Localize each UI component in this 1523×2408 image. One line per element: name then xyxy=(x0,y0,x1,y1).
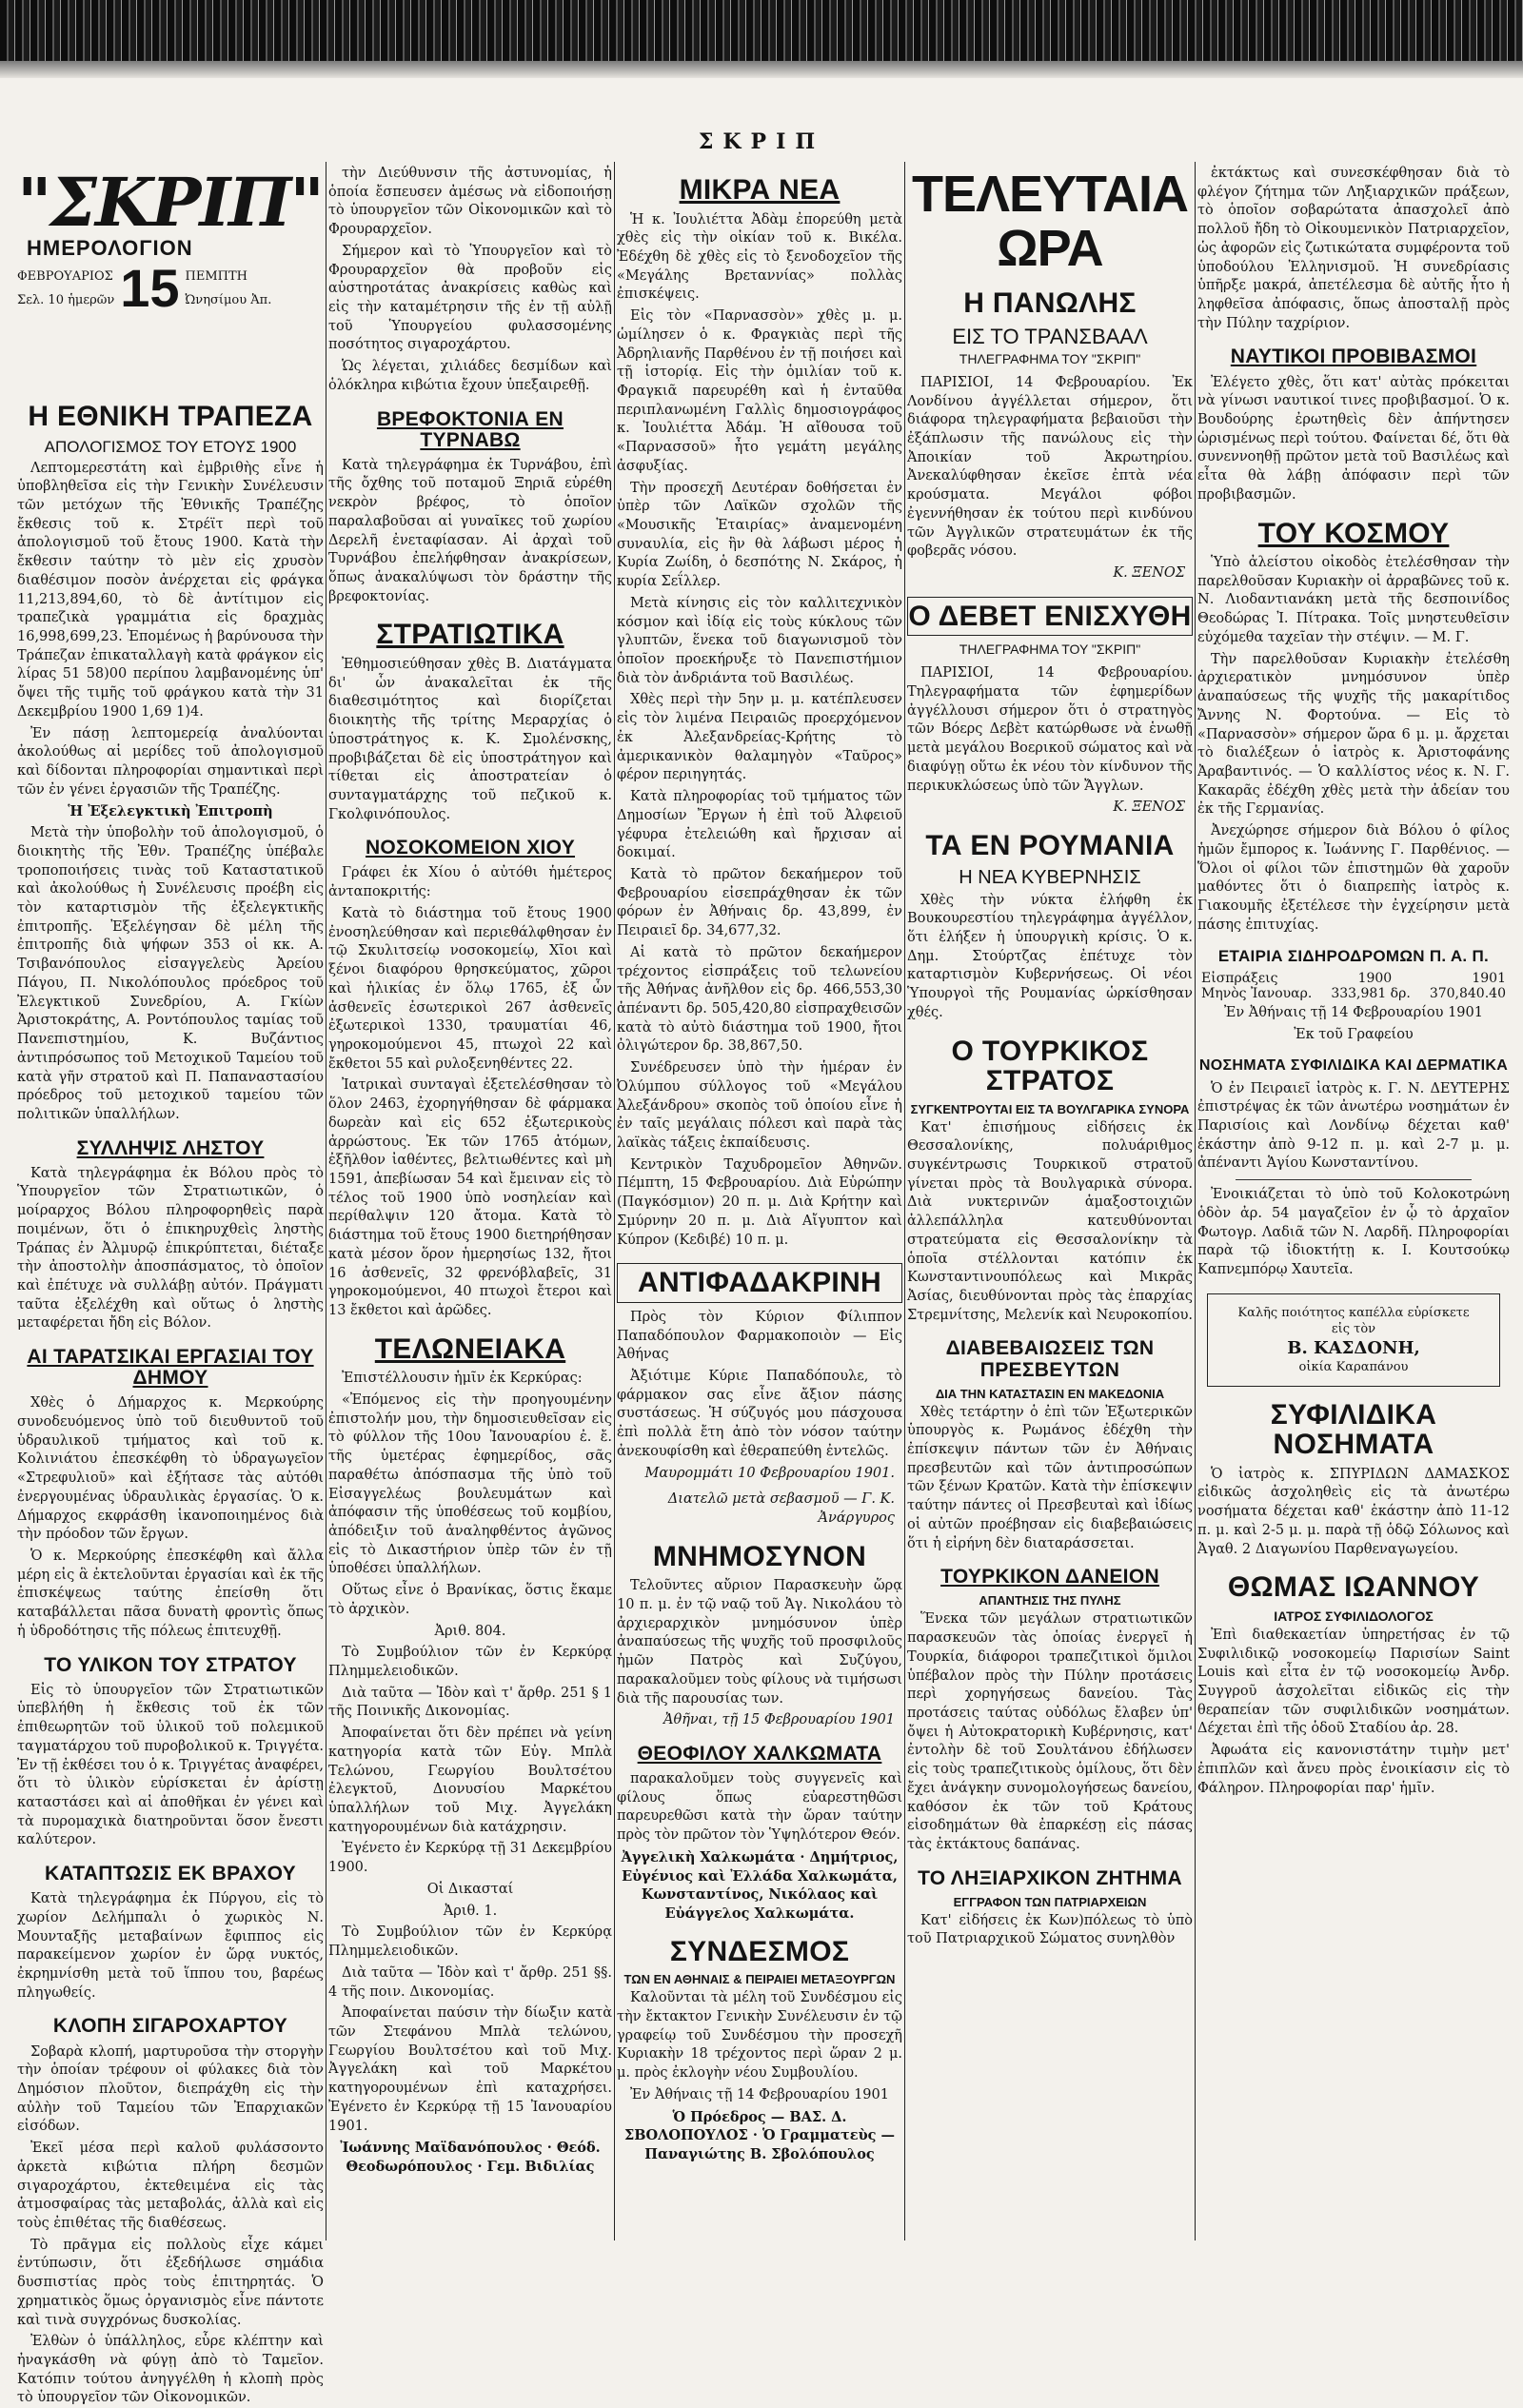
article-paragraph: Ἀξιότιμε Κύριε Παπαδόπουλε, τὸ φάρμακον σας εἶνε ἄξιον πάσης συστάσεως. Ἡ σύζυγός μου πάσχουσα ἐπὶ πολλὰ ἔτη ἀπὸ τὸν νόσον ταύτην ἀνεκουφίσθη καὶ ἐθεραπεύθη ἐντελῶς. xyxy=(617,1368,902,1459)
subhead-romania: Η ΝΕΑ ΚΥΒΕΡΝΗΣΙΣ xyxy=(959,866,1141,888)
article-paragraph: Πρὸς τὸν Κύριον Φίλιππον Παπαδόπουλον Φαρμακοποιὸν — Εἰς Ἀθήνας xyxy=(617,1309,902,1363)
month: ΦΕΒΡΟΥΑΡΙΟΣ xyxy=(17,269,113,284)
article-paragraph: Ὑπὸ ἀλείστου οἰκοδὸς ἐτελέσθησαν τὴν παρελθοῦσαν Κυριακὴν οἱ ἀρραβῶνες τοῦ κ. Ν. Λιοδαντιανάκη μετὰ τῆς δεσποινίδος Θεοδώρας Ἰ. Πίτρακα. Τοῖς μνηστευθεῖσιν εὐχόμεθα ταχεῖαν τὴν στέψιν. — Μ. Γ. xyxy=(1197,555,1510,645)
article-paragraph: Κεντρικὸν Ταχυδρομεῖον Ἀθηνῶν. Πέμπτη, 15 Φεβρουαρίου. Διὰ Εὐρώπην (Παγκόσμιον) 20 π. μ. Διὰ Κρήτην καὶ Σμύρνην 20 π. μ. Διὰ Αἴγυπτον καὶ Κύπρον (Κεδιβέ) 10 π. μ. xyxy=(617,1156,902,1248)
article-lead: Ἡ Ἐξελεγκτικὴ Ἐπιτροπὴ xyxy=(68,803,273,820)
article-paragraph: παρακαλοῦμεν τοὺς συγγενεῖς καὶ φίλους ὅπως εὐαρεστηθῶσι παρευρεθῶσι κατὰ τὴν ὥραν ταύτην πρὸς τὸν πρῶτον τὸν Ὑψηλότερον Θεόν. xyxy=(617,1771,902,1844)
headline-dewet: Ο ΔΕΒΕΤ ΕΝΙΣΧΥΘΗ xyxy=(907,597,1193,637)
railway-data-row xyxy=(1197,986,1510,1001)
article-paragraph: Κατὰ πληροφορίας τοῦ τμήματος τῶν Δημοσίων Ἔργων ἡ ἐπὶ τοῦ Ἀλφειοῦ γέφυρα ἐτελειώθη καὶ ἤρχισαν αἱ δοκιμαί. xyxy=(617,789,902,861)
headline-customs: ΤΕΛΩΝΕΙΑΚΑ xyxy=(374,1332,566,1365)
headline-registry-issue: ΤΟ ΛΗΞΙΑΡΧΙΚΟΝ ΖΗΤΗΜΑ xyxy=(918,1866,1182,1889)
headline-last-hour: ΤΕΛΕΥΤΑΙΑ ΩΡΑ xyxy=(911,166,1189,277)
article-paragraph: Ἰατρικαὶ συνταγαὶ ἐξετελέσθησαν τὸ ὅλον 2463, ἐχορηγήθησαν δὲ φάρμακα δωρεὰν καὶ εἰς 652 ἐξωτερικοὺς ἀρρώστους. Ἐκ τῶν 1765 ἀτόμων, ἐξῆλθον ἰαθέντες, βελτιωθέντες καὶ μὴ 1591, ἀπεβίωσαν 54 καὶ ἔμειναν εἰς τὸ τέλος τοῦ 1900 ὑπὸ νοσηλείαν καὶ περίθαλψιν 120 ἄτομα. Κατὰ τὸ διάστημα τοῦ ἔτους 1900 διετηρήθησαν κατὰ μέσον ὅρον ἡμερησίως 132, ἤτοι 16 ἀσθενεῖς, 32 φρενόβλαβεῖς, 31 γηροκομούμενοι, 40 πτωχοὶ ἔτεροι καὶ 13 ἔκθετοι καὶ ἀρῶδες. xyxy=(328,1077,612,1319)
weekday: ΠΕΜΠΤΗ xyxy=(185,269,248,284)
article-paragraph: Εἰς τὸ ὑπουργεῖον τῶν Στρατιωτικῶν ὑπεβλήθη ἡ ἔκθεσις τοῦ ἐκ τῶν ἐπιθεωρητῶν τοῦ ὑλικοῦ τοῦ πολεμικοῦ ταγματάρχου τοῦ πυροβολικοῦ κ. Τριγγέτα. Ἐν τῇ ἐκθέσει του ὁ κ. Τριγγέτας ἀναφέρει, ὅτι τὸ ὑλικὸν εὑρίσκεται ἐν ἀρίστῃ καταστάσει καὶ αἱ ἀποθῆκαι ἐν γένει καὶ τὰ πυρομαχικὰ διατηροῦνται ὅσον ἔνεστι καλύτερον. xyxy=(17,1682,324,1848)
article-paragraph: Τὸ πρᾶγμα εἰς πολλοὺς εἶχε κάμει ἐντύπωσιν, ὅτι ἐξεδήλωσε σημάδια δυσπιστίας πρὸς τοὺς ἐπιτηρητάς. Ὁ χρηματικὸς ὅμως ὀργανισμὸς εἶνε πάντοτε καὶ τινὰ συγχρόνως δυσκολίας. xyxy=(17,2237,324,2328)
article-paragraph: Σοβαρὰ κλοπή, μαρτυροῦσα τὴν στοργὴν τὴν ὁποίαν τρέφουν οἱ φύλακες διὰ τὸν Δημόσιον πλοῦτον, διεπράχθη εἰς τὴν αὐλὴν τοῦ Ταμείου τῶν Ἐπαρχιακῶν εἰσόδων. xyxy=(17,2043,324,2135)
ad-line: εἰς τὸν xyxy=(1331,1321,1376,1336)
article-paragraph: Τὴν παρελθοῦσαν Κυριακὴν ἐτελέσθη ἀρχιερατικὸν μνημόσυνον ὑπὲρ ἀναπαύσεως τῆς ψυχῆς τῆς μακαρίτιδος Ἄννης Ν. Φορτούνα. — Εἰς τὸ «Παρνασσὸν» σήμερον ὥρα 6 μ. μ. ἄρχεται τὸ διαλέξεων ὁ ἰατρὸς κ. Ἀριστοφάνης Ἀραβαντινός. — Ὁ καλλίστος νέος κ. Ν. Γ. Κακαρᾶς ἐδέχθη χθὲς μετὰ τὴν ἀδείαν του ἐκ τῆς Γερμανίας. xyxy=(1197,651,1510,818)
article-paragraph: Ἀφωάτα εἰς κανονιστάτην τιμὴν μετ' ἐπιπλῶν καὶ ἄνευ πρὸς ἐνοικίασιν εἰς τὸ Φάληρον. Πληροφορίαι παρ' ἡμῖν. xyxy=(1197,1743,1510,1796)
headline-syphilis-derm: ΝΟΣΗΜΑΤΑ ΣΥΦΙΛΙΔΙΚΑ ΚΑΙ ΔΕΡΜΑΤΙΚΑ xyxy=(1198,1056,1509,1074)
headline-syndesmos: ΣΥΝΔΕΣΜΟΣ xyxy=(669,1935,850,1967)
article-paragraph: Ἐπιστέλλουσιν ἡμῖν ἐκ Κερκύρας: xyxy=(342,1371,583,1387)
subhead-registry-issue: ΕΓΓΡΑΦΟΝ ΤΩΝ ΠΑΤΡΙΑΡΧΕΙΩΝ xyxy=(953,1894,1147,1909)
article-paragraph: τὴν Διεύθυνσιν τῆς ἀστυνομίας, ἡ ὁποία ἔσπευσεν ἀμέσως νὰ εἰδοποιήσῃ τὸ ὑπουργεῖον τῶν Οἰκονομικῶν καὶ τὸ Φρουραρχεῖον. xyxy=(328,166,612,238)
headline-naval-promotions: ΝΑΥΤΙΚΟΙ ΠΡΟΒΙΒΑΣΜΟΙ xyxy=(1230,345,1477,368)
newspaper-title: "ΣΚΡΙΠ" xyxy=(17,163,323,242)
article-paragraph: Τελοῦντες αὔριον Παρασκευὴν ὥρᾳ 10 π. μ. ἐν τῷ ναῷ τοῦ Ἁγ. Νικολάου τὸ ἀρχιεραρχικὸν μνημόσυνον ὑπὲρ ἀναπαύσεως τῆς ψυχῆς τοῦ προσφιλοῦς ἡμῶν Πατρὸς καὶ Συζύγου, παρακαλοῦμεν τοὺς φίλους νὰ τιμήσωσι διὰ τῆς παρουσίας των. xyxy=(617,1578,902,1707)
article-paragraph: ἐκτάκτως καὶ συνεσκέφθησαν διὰ τὸ φλέγον ζήτημα τῶν Ληξιαρχικῶν πράξεων, τὸ ὁποῖον σοβαρώτατα ἀπασχολεῖ ἀπὸ πολλοῦ ἤδη τὸ Οἰκουμενικὸν Πατριαρχεῖον, ὡς ἀφορῶν εἰς ζωτικώτατα συμφέροντα τοῦ ὑποδούλου Ἑλληνισμοῦ. Ἡ συνεδρίασις ὑπῆρξε μακρά, ἀπετέλεσμα δὲ αὐτῆς ἦτο ἡ ληφθεῖσα ἀπόφασις, ὅπως ἀποσταλῇ πρὸς τὴν Πύλην ταχρίριον. xyxy=(1197,166,1510,331)
headline-envoys: ΔΙΑΒΕΒΑΙΩΣΕΙΣ ΤΩΝ ΠΡΕΣΒΕΥΤΩΝ xyxy=(945,1337,1155,1381)
headline-romania: ΤΑ ΕΝ ΡΟΥΜΑΝΙΑ xyxy=(925,830,1175,862)
article-paragraph: Ὡς λέγεται, χιλιάδες δεσμίδων καὶ ὁλόκληρα κιβώτια ἔχουν ὑπεξαιρεθῇ. xyxy=(328,359,612,393)
scan-edge-shadow xyxy=(0,61,1523,78)
article-paragraph: Τὸ Συμβούλιον τῶν ἐν Κερκύρᾳ Πλημμελειοδικῶν. xyxy=(328,1645,612,1680)
column-2 xyxy=(328,162,612,2240)
article-paragraph: Κατὰ τὸ διάστημα τοῦ ἔτους 1900 ἐνοσηλεύθησαν καὶ περιεθάλφθησαν ἐν τῷ Σκυλιτσείῳ νοσοκομείῳ, Χῖοι καὶ ξένοι διαφόρου θρησκεύματος, χῶροι καὶ ἡλικίας ἐν ὅλῳ 1765, ἐξ ὧν ἀσθενεῖς ἐσωτερικοὶ 267 ἀσθενεῖς ἐξωτερικοὶ 1330, τραυματίαι 46, γηροκομούμενοι 45, πτωχοὶ 22 καὶ ἔκθετοι 55 καὶ ρυλοξενηθέντες 22. xyxy=(328,905,612,1072)
article-paragraph: «Ἐπόμενος εἰς τὴν προηγουμένην ἐπιστολήν μου, τὴν δημοσιευθεῖσαν εἰς τὸ φύλλον τῆς 10ου Ἰανουαρίου ἐ. ἔ. τῆς ὑμετέρας ἐφημερίδος, σᾶς παραθέτω ἀπόσπασμα τῆς ὑπὸ τοῦ Εἰσαγγελέως βουλευμάτων καὶ ἀπόφασιν τῆς ὑποθέσεως τοῦ κομβίου, ἀπόδειξιν τοῦ ἀναληφθέντος ἀγῶνος εἰς τὸ Δικαστήριον ὑπὲρ τῶν ἐν τῇ ὑποθέσει ὑπαλλήλων. xyxy=(328,1392,612,1577)
article-paragraph: Μετὰ τὴν ὑποβολὴν τοῦ ἀπολογισμοῦ, ὁ διοικητὴς τῆς Ἐθν. Τραπέζης ὑπέβαλε τροποποιήσεις τινὰς τοῦ Καταστατικοῦ καὶ ἀκολούθως ἡ Συνέλευσις προέβη εἰς τὸν καταρτισμὸν τῆς ἐξελεγκτικῆς ἐπιτροπῆς. Ἐξελέγησαν δὲ μέλη τῆς ἐπιτροπῆς διὰ ψήφων 353 οἱ κκ. Α. Τσιβανόπουλος εἰσαγγελεὺς Ἀρείου Πάγου, Π. Νικολόπουλος πρόεδρος τοῦ Ἐλεγκτικοῦ Συνεδρίου, Α. Γκίὼν Ἀριστοκράτης, Α. Ροντόπουλος ταμίας τοῦ Πανεπιστημίου, Κ. Βυζάντιος ἀντιπρόσωπος τοῦ Μετοχικοῦ Ταμείου τοῦ κατὰ γῆν στρατοῦ καὶ Π. Παπαναστασίου πρόεδρος τοῦ μετοχικοῦ ταμείου τῶν πολιτικῶν ὑπαλλήλων. xyxy=(17,825,324,1122)
article-paragraph: Κατὰ τηλεγράφημα ἐκ Βόλου πρὸς τὸ Ὑπουργεῖον τῶν Στρατιωτικῶν, ὁ μοίραρχος Βόλου πληροφορηθεὶς παρὰ ποιμένων, ὅτι ὁ ἐπικηρυχθεὶς ληστὴς Τράπας ἐν Ἀλμυρῷ ἐπικρύπτεται, διέταξε τὴν ἀποστολὴν ἀποσπάσματος, τὸ ὁποῖον καὶ ἐπέτυχε νὰ συλλάβῃ αὐτόν. Πράγματι ταῦτα ἐξελέχθη καὶ οὕτως ὁ ληστὴς μεταφέρεται ἤδη εἰς Βόλον. xyxy=(17,1165,324,1332)
headline-plague: Η ΠΑΝΩΛΗΣ xyxy=(963,287,1137,320)
signatures: Ἀγγελικὴ Χαλκωμάτα · Δημήτριος, Εὐγένιος καὶ Ἐλλάδα Χαλκωμάτα, Κωνσταντίνος, Νικόλαος καὶ Εὐάγγελος Χαλκωμάτα. xyxy=(621,1848,899,1923)
headline-minor-news: ΜΙΚΡΑ ΝΕΑ xyxy=(679,174,841,206)
article-paragraph: Ἐλθὼν ὁ ὑπάλληλος, εὗρε κλέπτην καὶ ἠναγκάσθη νὰ φύγῃ ἀπὸ τὸ Ταμεῖον. Κατόπιν τούτου ἀνηγγέλθη ἡ κλοπὴ πρὸς τὸ ὑπουργεῖον τῶν Οἰκονομικῶν. xyxy=(17,2334,324,2406)
column-1 xyxy=(17,162,324,2406)
headline-turkish-army: Ο ΤΟΥΡΚΙΚΟΣ ΣΤΡΑΤΟΣ xyxy=(951,1035,1149,1097)
subhead-turkish-army: ΣΥΓΚΕΝΤΡΟΥΤΑΙ ΕΙΣ ΤΑ ΒΟΥΛΓΑΡΙΚΑ ΣΥΝΟΡΑ xyxy=(910,1101,1190,1116)
article-paragraph: Διὰ ταῦτα — Ἰδὸν καὶ τ' ἄρθρ. 251 § 1 τῆς Ποινικῆς Δικονομίας. xyxy=(328,1685,612,1720)
article-paragraph: Χθὲς περὶ τὴν 5ην μ. μ. κατέπλευσεν εἰς τὸν λιμένα Πειραιῶς προερχόμενον ἐκ Ἀλεξανδρείας-Κρήτης τὸ ἀμερικανικὸν θαλαμηγὸν «Ταῦρος» φέρον περιηγητάς. xyxy=(617,692,902,783)
article-paragraph: Ἀνεχώρησε σήμερον διὰ Βόλου ὁ φίλος ἡμῶν ἔμπορος κ. Ἰωάννης Γ. Παρθένιος. — Ὅλοι οἱ φίλοι τῶν ἐπιστημῶν θὰ χαροῦν μαθόντες ὅτι ὁ διαπρεπὴς ἰατρὸς κ. Γιακουμῆς ἐξετέλεσε τὴν ἐγχείρησιν μετὰ πάσης ἐπιτυχίας. xyxy=(1197,823,1510,933)
article-paragraph: Μετὰ κίνησις εἰς τὸν καλλιτεχνικὸν κόσμον καὶ ἰδίᾳ εἰς τοὺς κύκλους τῶν γλυπτῶν, ἕνεκα τοῦ διαγωνισμοῦ τὸν ὁποῖον προεκήρυξε τὸ Πανεπιστήμιον διὰ τὸν ἀνδριάντα τοῦ Βασιλέως. xyxy=(617,595,902,686)
article-paragraph: ΠΑΡΙΣΙΟΙ, 14 Φεβρουαρίου. Ἐκ Λονδίνου ἀγγέλλεται σήμερον, ὅτι διάφορα τηλεγραφήματα βεβαιοῦσι τὴν ἐξάπλωσιν τῆς πανώλους εἰς τὴν Ἀποικίαν τοῦ Ἀκρωτηρίου. Ἀνεκαλύφθησαν ἐκεῖσε ἐπτὰ νέα κρούσματα. Μεγάλοι φόβοι ἐγεννήθησαν ἐκ τούτου περὶ κινδύνου τῶν Ἀγγλικῶν στρατευμάτων ἐκ τῆς φοβερᾶς νόσου. xyxy=(907,374,1193,560)
article-paragraph: Κατὰ τηλεγράφημα ἐκ Τυρνάβου, ἐπὶ τῆς ὄχθης τοῦ ποταμοῦ Ξηριᾶ εὑρέθη νεκρὸν βρέφος, τὸ ὁποῖον παραλαβοῦσαι αἱ γυναῖκες τοῦ χωρίου Δερελῆ ἐνεταφίασαν. Αἱ ἀρχαὶ τοῦ Τυρνάβου ἐπελήφθησαν ἀνακρίσεων, ὅπως ἀνακαλύψωσι τὸν δράστην τῆς βρεφοκτονίας. xyxy=(328,457,612,604)
article-paragraph: ΠΑΡΙΣΙΟΙ, 14 Φεβρουαρίου. Τηλεγραφήματα τῶν ἐφημερίδων ἀγγέλλουσι σήμερον ὅτι ὁ στρατηγὸς τῶν Βόερς Δεβὲτ κατώρθωσε νὰ ἑνωθῇ μετὰ μεγάλου Βοερικοῦ σώματος καὶ νὰ διαφύγῃ οὕτω ἐκ νέου τὸν κίνδυνον τῆς περικυκλώσεως ὑπὸ τῶν Ἄγγλων. xyxy=(907,665,1193,794)
railway-header-row xyxy=(1197,971,1510,986)
article-paragraph: Χθὲς τετάρτην ὁ ἐπὶ τῶν Ἐξωτερικῶν ὑπουργὸς κ. Ρωμάνος ἐδέχθη τὴν ἐπίσκεψιν πάντων τῶν ἐν Ἀθήναις πρεσβευτῶν καὶ τῶν ἀντιπροσώπων τῶν ξένων Κρατῶν. Κατὰ τὴν ἐπίσκεψιν ταύτην πάντες οἱ Πρεσβευταὶ καὶ ἰδίως οἱ αὐτῶν προέβησαν εἰς διαβεβαιώσεις ὅτι ἡ εἰρήνη δὲν διαταράσσεται. xyxy=(907,1404,1193,1551)
column-3 xyxy=(617,162,902,2240)
headline-chios-hospital: ΝΟΣΟΚΟΜΕΙΟΝ ΧΙΟΥ xyxy=(365,837,576,859)
railway-date: Ἐν Ἀθήναις τῇ 14 Φεβρουαρίου 1901 xyxy=(1224,1005,1483,1021)
article-paragraph: Ἀποφαίνεται παύσιν τὴν δίωξιν κατὰ τῶν Στεφάνου Μπλὰ τελώνου, Γεωργίου Βουλτσέτου καὶ τοῦ Μιχ. Ἀγγελάκη καὶ τοῦ Μαρκέτου κατηγορουμένων ἐπὶ καταχρήσει. Ἐγένετο ἐν Κερκύρᾳ τῇ 15 Ἰανουαρίου 1901. xyxy=(328,2005,612,2134)
article-paragraph: Κατὰ τὸ πρῶτον δεκαήμερον τοῦ Φεβρουαρίου εἰσεπράχθησαν ἐκ τῶν φόρων ἐν Ἀθήναις δρ. 43,899, ἐν Πειραιεῖ δρ. 34,677,32. xyxy=(617,866,902,939)
column-rule xyxy=(1195,162,1196,2240)
article-paragraph: Λεπτομερεστάτη καὶ ἐμβριθὴς εἶνε ἡ ὑποβληθεῖσα εἰς τὴν Γενικὴν Συνέλευσιν τῶν μετόχων τῆς Ἐθνικῆς Τραπέζης ἔκθεσις τοῦ κ. Στρέϊτ περὶ τοῦ ἀπολογισμοῦ τοῦ ἔτους 1900. Κατὰ τὴν ἔκθεσιν ταύτην τὸ μὲν εἰς χρυσὸν διαθέσιμον ποσὸν ἀνέρχεται εἰς φράγκα 11,213,894,60, τὸ δὲ ἀντίτιμον εἰς τραπεζικὰ γραμμάτια εἰς δραχμὰς 16,998,699,23. Ἐπομένως ἡ βαρύνουσα τὴν Τράπεζαν ἐπικαταλλαγὴ κατὰ φράγκον εἰς λίρας 51 58)00 περίπου λαμβανομένης ὑπ' ὄψει τῆς τιμῆς τοῦ φράγκου κατὰ τὴν 31 Δεκεμβρίου 1900 1,69 1)4. xyxy=(17,460,324,720)
article-paragraph: Συνέδρευσεν ὑπὸ τὴν ἡμέραν ἐν Ὀλύμπου σύλλογος τοῦ «Μεγάλου Ἀλεξάνδρου» σκοπὸς τοῦ ὁποίου εἶνε ἡ ἐν ταῖς μεγάλαις πόλεσι καὶ παρὰ τὰς λαϊκὰς τάξεις ἐκπαίδευσις. xyxy=(617,1060,902,1151)
headline-antifadakrini: ΑΝΤΙΦΑΔΑΚΡΙΝΗ xyxy=(617,1263,902,1303)
column-4 xyxy=(907,162,1193,2240)
headline-bandit-arrest: ΣΥΛΛΗΨΙΣ ΛΗΣΤΟΥ xyxy=(76,1136,265,1159)
telegram-label: ΤΗΛΕΓΡΑΦΗΜΑ ΤΟΥ "ΣΚΡΙΠ" xyxy=(959,350,1141,366)
column-rule xyxy=(614,162,615,2240)
headline-municipal-works: ΑΙ ΤΑΡΑΤΣΙΚΑΙ ΕΡΓΑΣΙΑΙ ΤΟΥ ΔΗΜΟΥ xyxy=(27,1346,314,1390)
article-paragraph: Οὕτως εἶνε ὁ Βρανίκας, ὅστις ἔκαμε τὸ ἀρχικὸν. xyxy=(328,1583,612,1617)
article-paragraph: Κατ' ἐπισήμους εἰδήσεις ἐκ Θεσσαλονίκης, πολυάριθμος συγκέντρωσις Τουρκικοῦ στρατοῦ γίνεται πρὸς τὰ Βουλγαρικὰ σύνορα. Διὰ νυκτερινῶν ἁμαξοστοιχιῶν ἀλλεπάλληλα κατευθύνονται στρατεύματα εἰς Θεσσαλονίκην τὰ ὁποῖα στέλλονται κατόπιν ἐκ Κωνσταντινουπόλεως καὶ Μικρᾶς Ἀσίας, διευθύνονται πρὸς τὰς ἐπαρχίας Στρεμνίτσης, Μελενίκ καὶ Νευροκοπίου. xyxy=(907,1119,1193,1323)
article-paragraph: Ἀποφαίνεται ὅτι δὲν πρέπει νὰ γείνη κατηγορία κατὰ τῶν Εὐγ. Μπλὰ Τελώνου, Γεωργίου Βουλτσέτου ἐλεγκτοῦ, Διονυσίου Μαρκέτου ὑπαλλήλων τοῦ Μιχ. Ἀγγελάκη κατηγορουμένων διὰ κατάχρησιν. xyxy=(328,1726,612,1835)
article-paragraph: Τὴν προσεχῆ Δευτέραν δοθήσεται ἐν ὑπὲρ τῶν Λαϊκῶν σχολῶν τῆς «Μουσικῆς Ἑταιρίας» ἀναμενομένη συναυλία, εἰς ἣν θὰ λάβωσι μέρος ἡ Κυρία Ζωίδη, ὁ δεσπότης Ν. Σκάρος, ἡ κυρία Σεΐλλερ. xyxy=(617,480,902,590)
running-head: ΣΚΡΙΠ xyxy=(698,129,825,154)
byline: Κ. ΞΕΝΟΣ xyxy=(1113,799,1185,816)
headline-ioannou: ΘΩΜΑΣ ΙΩΑΝΝΟΥ xyxy=(1227,1571,1480,1604)
saint-day: Ὠνησίμου Ἀπ. xyxy=(185,293,272,307)
headline-turkish-loan: ΤΟΥΡΚΙΚΟΝ ΔΑΝΕΙΟΝ xyxy=(940,1566,1159,1589)
ad-shop-name: Β. ΚΑΣΔΟΝΗ, xyxy=(1287,1337,1420,1358)
headline-military: ΣΤΡΑΤΙΩΤΙΚΑ xyxy=(376,619,564,651)
railway-value-1900: 333,981 δρ. xyxy=(1331,986,1411,1002)
telegram-label: ΤΗΛΕΓΡΑΦΗΜΑ ΤΟΥ "ΣΚΡΙΠ" xyxy=(959,641,1141,658)
letter-date: Μαυρομμάτι 10 Φεβρουαρίου 1901. xyxy=(644,1465,895,1481)
article-paragraph: Σήμερον καὶ τὸ Ὑπουργεῖον καὶ τὸ Φρουραρχεῖον θὰ προβοῦν εἰς αὐστηροτάτας ἀνακρίσεις καθὼς καὶ εἰς τὴν καταμέτρησιν τῆς ἐν τῇ αὐλῇ τοῦ Ὑπουργείου φυλασσομένης ποσότητος σιγαροχάρτου. xyxy=(328,243,612,353)
scan-edge-band xyxy=(0,0,1523,61)
article-paragraph: Αἱ κατὰ τὸ πρῶτον δεκαήμερον τρέχοντος εἰσπράξεις τοῦ τελωνείου τῆς Ἀθήνας ἀνῆλθον εἰς δρ. 466,553,30 ἀπέναντι δρ. 505,420,80 εἰσπραχθεισῶν κατὰ τὸ αὐτὸ διάστημα τοῦ 1900, ἤτοι ὀλιγώτερον δρ. 38,867,50. xyxy=(617,944,902,1055)
article-paragraph: Ἐνοικιάζεται τὸ ὑπὸ τοῦ Κολοκοτρώνη ὁδὸν ἀρ. 54 μαγαζεῖον ἐν ᾧ τὸ ἀρχαῖον Φωτογρ. Λαδιᾶ τῶν Ν. Λαρδῆ. Πληροφορίαι παρὰ τῷ ἰδιοκτήτῃ κ. Ι. Κουτσούκῳ Καπνεμπόρῳ Χαυτεῖα. xyxy=(1197,1187,1510,1277)
article-paragraph: Ἕνεκα τῶν μεγάλων στρατιωτικῶν παρασκευῶν τὰς ὁποίας ἐνεργεῖ ἡ Τουρκία, διάφοροι τραπεζιτικοὶ ὅμιλοι ὑπέβαλον πρὸς τὴν Πύλην προτάσεις περὶ χορηγήσεως δανείου. Τὰς προτάσεις ταύτας οὐδόλως ἔλαβεν ὑπ' ὄψει ἡ Αὐτοκρατορικὴ Κυβέρνησις, κατ' ἐντολὴν δὲ τοῦ Σουλτάνου ἐδήλωσεν εἰς τοὺς τραπεζιτικοὺς ὁμίλους, ὅτι δὲν ἔχει ἀνάγκην συνομολογήσεως δανείου, καθόσον ἐκ τῶν τοῦ Κράτους εἰσοδημάτων θὰ ἐπαρκέσῃ εἰς πάσας τὰς ἐκτάκτους δαπάνας. xyxy=(907,1611,1193,1852)
byline: Κ. ΞΕΝΟΣ xyxy=(1113,565,1185,582)
subhead-plague: ΕΙΣ ΤΟ ΤΡΑΝΣΒΑΑΛ xyxy=(952,324,1148,348)
dateline xyxy=(17,258,324,318)
article-paragraph: Ἐγένετο ἐν Κερκύρᾳ τῇ 31 Δεκεμβρίου 1900. xyxy=(328,1841,612,1876)
masthead xyxy=(17,163,324,388)
notice-date: Ἐν Ἀθήναις τῇ 14 Φεβρουαρίου 1901 xyxy=(630,2086,889,2102)
headline-memorial: ΜΝΗΜΟΣΥΝΟΝ xyxy=(652,1540,867,1572)
headline-syphilis: ΣΥΦΙΛΙΔΙΚΑ ΝΟΣΗΜΑΤΑ xyxy=(1270,1398,1437,1461)
railway-value-1901: 370,840.40 xyxy=(1429,986,1506,1002)
calendar-label: ΗΜΕΡΟΛΟΓΙΟΝ xyxy=(27,236,193,260)
headline-infanticide: ΒΡΕΦΟΚΤΟΝΙΑ ΕΝ ΤΥΡΝΑΒΩ xyxy=(376,407,564,451)
railway-year-1: 1900 xyxy=(1357,971,1393,987)
judges-label: Οἱ Δικασταί xyxy=(426,1881,514,1897)
railway-month-label: Μηνὸς Ἰανουαρ. xyxy=(1201,986,1313,1002)
letter-signature: Διατελῶ μετὰ σεβασμοῦ — Γ. Κ. Ἀνάργυρος xyxy=(667,1491,895,1526)
article-paragraph: Ὁ ἰατρὸς κ. ΣΠΥΡΙΔΩΝ ΔΑΜΑΣΚΟΣ εἰδικῶς ἀσχοληθεὶς εἰς τὰ ἀνωτέρω νοσήματα δέχεται καθ' ἑκάστην ἀπὸ 11-12 π. μ. καὶ 2-5 μ. μ. παρὰ τῇ ὁδῷ Σόλωνος καὶ Ἀγαθ. 2 Διαγωνίου Παρθεναγωγείου. xyxy=(1197,1466,1510,1557)
article-paragraph: Ἐν πάσῃ λεπτομερείᾳ ἀναλύονται ἀκολούθως αἱ μερίδες τοῦ ἀπολογισμοῦ καὶ δίδονται πληροφορίαι σημαντικαὶ περὶ τῶν ἐν γένει ἐργασιῶν τῆς Τραπέζης. xyxy=(17,725,324,798)
article-paragraph: Ὁ κ. Μερκούρης ἐπεσκέφθη καὶ ἄλλα μέρη εἰς ἃ ἐκτελοῦνται ἐργασίαι καὶ ἐκ τῆς ἐπισκέψεως ταύτης ἐπείσθη ὅτι καταβάλλεται πᾶσα δυνατὴ φροντὶς ὅπως ἡ ὑδροδότησις τῆς πόλεως ἐπιτευχθῇ. xyxy=(17,1549,324,1639)
headline-theophilou: ΘΕΟΦΙΛΟΥ ΧΑΛΚΩΜΑΤΑ xyxy=(637,1742,882,1765)
railway-receipts-label: Εἰσπράξεις xyxy=(1201,971,1278,987)
article-paragraph: Ἐκεῖ μέσα περὶ καλοῦ φυλάσσοντο ἀρκετὰ κιβώτια πλήρη δεσμῶν σιγαροχάρτου, ἐκτεθειμένα εἰς τὰς ἀτμοσφαίρας τὰς μεταβολάς, ἀλλὰ καὶ εἰς τοὺς ἐπιθέτας τῆς διαθέσεως. xyxy=(17,2141,324,2231)
subhead-national-bank: ΑΠΟΛΟΓΙΣΜΟΣ ΤΟΥ ΕΤΟΥΣ 1900 xyxy=(44,437,297,456)
headline-paper-theft: ΚΛΟΠΗ ΣΙΓΑΡΟΧΑΡΤΟΥ xyxy=(52,2015,288,2038)
hat-shop-advertisement xyxy=(1207,1293,1500,1387)
article-paragraph: Χθὲς τὴν νύκτα ἐλήφθη ἐκ Βουκουρεστίου τηλεγράφημα ἀγγέλλον, ὅτι ἐλήξεν ἡ ὑπουργικὴ κρίσις. Ὁ κ. Δημ. Στούρτζας ἐπέτυχε τὸν καταρτισμὸν Κυβερνήσεως. Οἱ νέοι Ὑπουργοὶ τῆς Ρουμανίας ὡρκίσθησαν χθές. xyxy=(907,892,1193,1020)
article-paragraph: Καλοῦνται τὰ μέλη τοῦ Συνδέσμου εἰς τὴν ἔκτακτον Γενικὴν Συνέλευσιν ἐν τῷ γραφείῳ τοῦ Συνδέσμου τὴν προσεχῆ Κυριακὴν 18 τρέχοντος περὶ ὥραν 2 μ. μ. πρὸς ἐκλογὴν νέου Συμβουλίου. xyxy=(617,1990,902,2082)
ad-line: οἰκία Καραπάνου xyxy=(1298,1359,1409,1374)
article-paragraph: Κατ' εἰδήσεις ἐκ Κων)πόλεως τὸ ὑπὸ τοῦ Πατριαρχικοῦ Σώματος συνηλθὸν xyxy=(907,1912,1193,1947)
signatures: Ὁ Πρόεδρος — ΒΑΣ. Δ. ΣΒΟΛΟΠΟΥΛΟΣ · Ὁ Γραμματεὺς — Παναγιώτης Β. Σβολόπουλος xyxy=(623,2108,896,2163)
reference-number: Ἀριθ. 804. xyxy=(434,1623,506,1639)
article-paragraph: Ἐθημοσιεύθησαν χθὲς Β. Διατάγματα δι' ὧν ἀνακαλεῖται ἐκ τῆς διαθεσιμότητος καὶ διορίζεται διοικητὴς τῆς τρίτης Μεραρχίας ὁ ὑποστράτηγος κ. Κ. Σμολένσκης, προβιβάζεται δὲ εἰς ὑποστράτηγον καὶ τίθεται εἰς ἀποστρατείαν ὁ συνταγματάρχης τοῦ πεζικοῦ κ. Γκολφινόπουλος. xyxy=(328,656,612,822)
headline-railway: ΕΤΑΙΡΙΑ ΣΙΔΗΡΟΔΡΟΜΩΝ Π. Α. Π. xyxy=(1217,947,1490,966)
article-paragraph: Ὁ ἐν Πειραιεῖ ἰατρὸς κ. Γ. Ν. ΔΕΥΤΕΡΗΣ ἐπιστρέψας ἐκ τῶν ἀνωτέρω νοσημάτων ἐν Παρισίοις καὶ Λονδίνῳ δέχεται καθ' ἑκάστην ἀπὸ 9-12 π. μ. καὶ 2-7 μ. μ. ἀπέναντι Ἁγίου Κωνσταντίνου. xyxy=(1197,1080,1510,1172)
railway-signature: Ἐκ τοῦ Γραφείου xyxy=(1294,1026,1414,1042)
article-paragraph: Ἐλέγετο χθὲς, ὅτι κατ' αὐτὰς πρόκειται νὰ γίνωσι ναυτικοί τινες προβιβασμοί. Ὁ κ. Βουδούρης ἐρωτηθεὶς δὲν ἀπήντησεν ὡρισμένως περὶ τούτου. Φαίνεται δέ, ὅτι θὰ συνεννοηθῇ πρῶτον μετὰ τοῦ Βασιλέως καὶ εἶτα θὰ λάβῃ ἀπόφασιν περὶ τῶν προβιβασμῶν. xyxy=(1197,374,1510,503)
signatures: Ἰωάννης Μαϊδανόπουλος · Θεόδ. Θεοδωρόπουλος · Γεμ. Βιδιλίας xyxy=(340,2140,601,2175)
headline-army-supplies: ΤΟ ΥΛΙΚΟΝ ΤΟΥ ΣΤΡΑΤΟΥ xyxy=(44,1653,297,1676)
subhead-syndesmos: ΤΩΝ ΕΝ ΑΘΗΝΑΙΣ & ΠΕΙΡΑΙΕΙ ΜΕΤΑΞΟΥΡΓΩΝ xyxy=(623,1972,896,1987)
separator xyxy=(1236,1179,1472,1180)
subhead-ioannou: ΙΑΤΡΟΣ ΣΥΦΙΛΙΔΟΛΟΓΟΣ xyxy=(1274,1608,1434,1624)
subhead-turkish-loan: ΑΠΑΝΤΗΣΙΣ ΤΗΣ ΠΥΛΗΣ xyxy=(979,1593,1121,1609)
article-paragraph: Εἰς τὸν «Παρνασσὸν» χθὲς μ. μ. ὡμίλησεν ὁ κ. Φραγκιὰς περὶ τῆς Ἀδρηλιανῆς Παρθένου ἐν τῇ ποιήσει καὶ τῇ ἱστορίᾳ. Εἰς τὴν ὁμιλίαν τοῦ κ. Φραγκιᾶ παρευρέθη καὶ ἡ ἐνταῦθα περιπλανωμένη Γαλλὶς δημοσιογράφος κ. Ἰουλιέττα Ἀδάμ. Ἡ αἴθουσα τοῦ «Παρνασσοῦ» ἦτο γεμάτη μεγάλης ἀσφυξίας. xyxy=(617,308,902,474)
article-paragraph: Τὸ Συμβούλιον τῶν ἐν Κερκύρᾳ Πλημμελειοδικῶν. xyxy=(328,1924,612,1960)
headline-national-bank: Η ΕΘΝΙΚΗ ΤΡΑΠΕΖΑ xyxy=(28,401,313,432)
article-paragraph: Κατὰ τηλεγράφημα ἐκ Πύργου, εἰς τὸ χωρίον Δελήμπαλι ὁ χωρικὸς Ν. Μουνταξῆς μεταβαίνων ἔφιππος εἰς παρακείμενον χωρίον ἐν ὥρᾳ νυκτός, ἐκρημνίσθη μετὰ τοῦ ἵππου του, βαρέως πληγωθείς. xyxy=(17,1891,324,2001)
column-rule xyxy=(904,162,905,2240)
article-paragraph: Ἐπὶ διαθεκαετίαν ὑπηρετήσας ἐν τῷ Συφιλιδικῷ νοσοκομείῳ Παρισίων Saint Louis καὶ εἶτα ἐν τῷ νοσοκομείῳ Ἀνδρ. Συγγροῦ ἀσχολεῖται εἰδικῶς εἰς τὴν θεραπείαν τῶν συφιλιδικῶν νοσημάτων. Δέχεται ἐπὶ τῆς ὁδοῦ Σταδίου ἀρ. 28. xyxy=(1197,1627,1510,1737)
article-paragraph: Χθὲς ὁ Δήμαρχος κ. Μερκούρης συνοδευόμενος ὑπὸ τοῦ διευθυντοῦ τοῦ ὑδραυλικοῦ τμήματος καὶ τοῦ κ. Κολινιάτου ἐπεσκέφθη τὸ ὑδραγωγεῖον «Στρεφυλιοῦ» καὶ ἐξήτασε τὰς αὐτόθι ἐνεργουμένας ὑδραυλικὰς ἐργασίας. Ὁ κ. Δήμαρχος εκφράσθη ἱκανοποιημένος διὰ τὴν πρόοδον τῶν ἔργων. xyxy=(17,1395,324,1543)
article-paragraph: Διὰ ταῦτα — Ἰδὸν καὶ τ' ἄρθρ. 251 §§. 4 τῆς ποιν. Δικονομίας. xyxy=(328,1964,612,2000)
memorial-date: Ἀθῆναι, τῇ 15 Φεβρουαρίου 1901 xyxy=(663,1712,895,1728)
ad-line: Καλῆς ποιότητος καπέλλα εὑρίσκετε xyxy=(1237,1305,1470,1320)
day-number: 15 xyxy=(120,258,180,318)
headline-society: ΤΟΥ ΚΟΣΜΟΥ xyxy=(1257,517,1450,549)
column-5 xyxy=(1197,162,1510,2240)
railway-year-2: 1901 xyxy=(1472,971,1506,987)
article-paragraph: Ἡ κ. Ἰουλιέττα Ἀδὰμ ἐπορεύθη μετὰ χθὲς εἰς τὴν οἰκίαν τοῦ κ. Βικέλα. Ἐδέχθη δὲ χθὲς εἰς τὸ ξενοδοχεῖον τῆς «Μεγάλης Βρεταννίας» πολλὰς ἐπισκέψεις. xyxy=(617,211,902,303)
reference-number: Ἀριθ. 1. xyxy=(443,1903,498,1919)
subhead-envoys: ΔΙΑ ΤΗΝ ΚΑΤΑΣΤΑΣΙΝ ΕΝ ΜΑΚΕΔΟΝΙΑ xyxy=(935,1386,1165,1401)
headline-rockfall: ΚΑΤΑΠΤΩΣΙΣ ΕΚ ΒΡΑΧΟΥ xyxy=(45,1863,296,1885)
article-paragraph: Γράφει ἐκ Χίου ὁ αὐτόθι ἡμέτερος ἀνταποκριτής: xyxy=(328,865,612,900)
day-count: Σελ. 10 ἡμερῶν xyxy=(17,293,115,307)
